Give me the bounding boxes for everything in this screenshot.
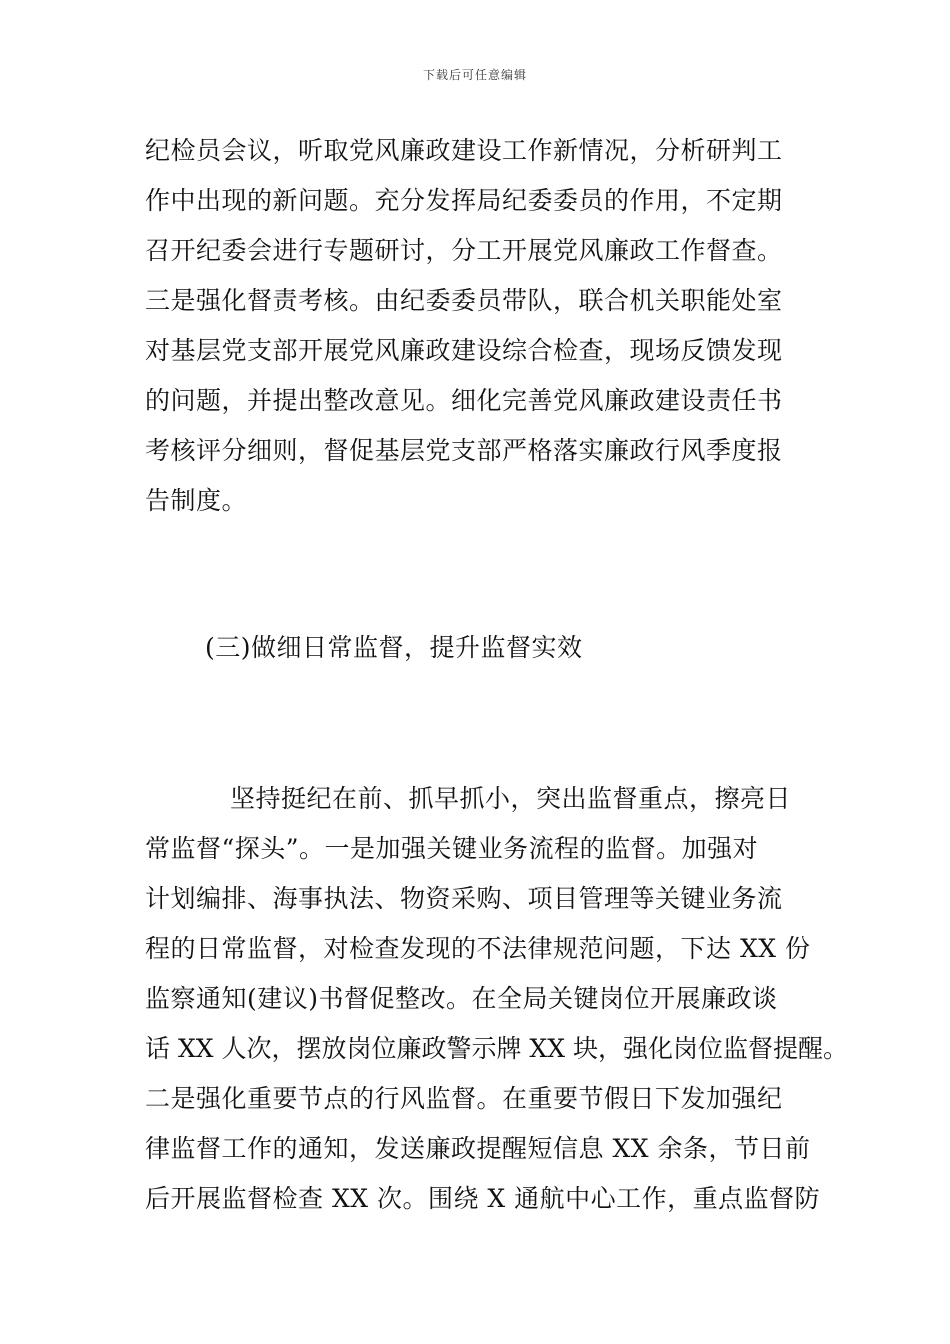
text-line: 作中出现的新问题。充分发挥局纪委委员的作用，不定期: [145, 186, 783, 215]
section-heading: (三)做细日常监督，提升监督实效: [205, 633, 583, 662]
text-line: 二是强化重要节点的行风监督。在重要节假日下发加强纪: [145, 1084, 783, 1113]
text-line: 召开纪委会进行专题研讨，分工开展党风廉政工作督查。: [145, 236, 783, 265]
text-line: 坚持挺纪在前、抓早抓小，突出监督重点，擦亮日: [230, 784, 792, 813]
text-line: 纪检员会议，听取党风廉政建设工作新情况，分析研判工: [145, 136, 783, 165]
text-line: 后开展监督检查 XX 次。围绕 X 通航中心工作，重点监督防: [145, 1184, 821, 1213]
text-line: 三是强化督责考核。由纪委委员带队，联合机关职能处室: [145, 286, 783, 315]
text-line: 考核评分细则，督促基层党支部严格落实廉政行风季度报: [145, 436, 783, 465]
text-line: 计划编排、海事执法、物资采购、项目管理等关键业务流: [145, 884, 783, 913]
text-line: 律监督工作的通知，发送廉政提醒短信息 XX 余条，节日前: [145, 1134, 811, 1163]
text-line: 常监督“探头”。一是加强关键业务流程的监督。加强对: [145, 834, 759, 863]
text-line: 告制度。: [145, 486, 248, 515]
text-line: 程的日常监督，对检查发现的不法律规范问题，下达 XX 份: [145, 934, 811, 963]
page-header: 下载后可任意编辑: [422, 68, 527, 82]
text-line: 对基层党支部开展党风廉政建设综合检查，现场反馈发现: [145, 336, 783, 365]
text-line: 话 XX 人次，摆放岗位廉政警示牌 XX 块，强化岗位监督提醒。: [145, 1034, 848, 1063]
text-line: 监察通知(建议)书督促整改。在全局关键岗位开展廉政谈: [145, 984, 778, 1013]
text-line: 的问题，并提出整改意见。细化完善党风廉政建设责任书: [145, 386, 783, 415]
